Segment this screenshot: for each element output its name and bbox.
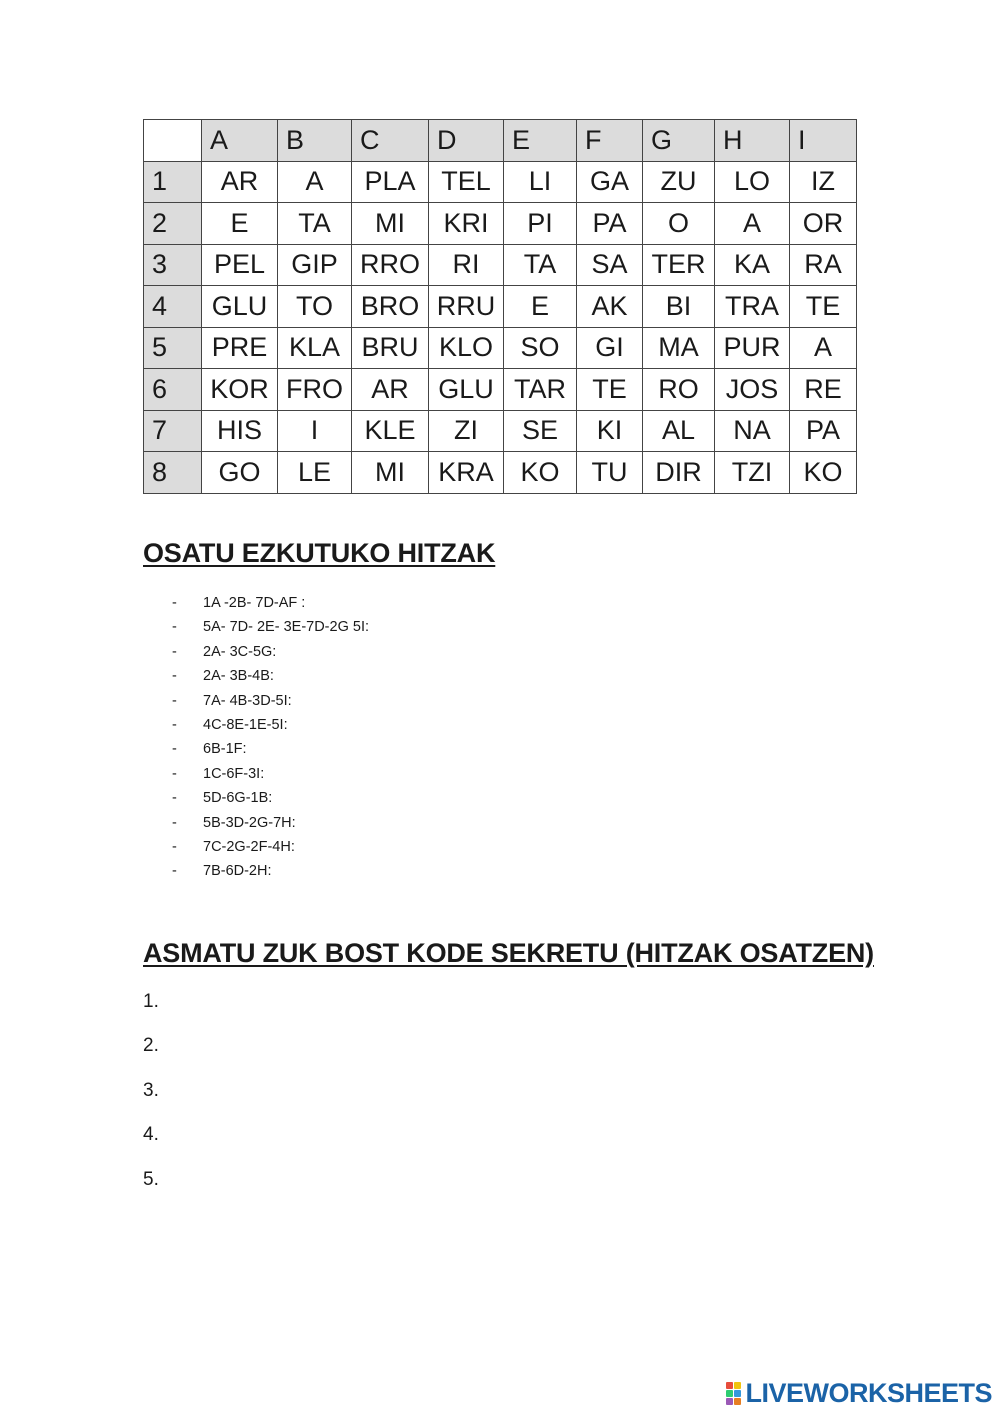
clue-item — [172, 666, 369, 690]
clue-code: 5D-6G-1B: — [203, 790, 273, 807]
syllable-cell: MA — [643, 327, 715, 369]
grid-header — [144, 120, 857, 162]
liveworksheets-logo-icon — [726, 1382, 741, 1405]
clue-item — [172, 642, 369, 666]
syllable-cell: RO — [643, 369, 715, 411]
syllable-cell: KA — [715, 244, 790, 286]
bullet-dash: - — [172, 814, 177, 831]
bullet-dash: - — [172, 741, 177, 758]
row-header: 5 — [144, 327, 202, 369]
syllable-cell: LE — [278, 452, 352, 494]
syllable-cell: A — [278, 161, 352, 203]
grid-corner-cell — [144, 120, 202, 162]
clue-item — [172, 861, 369, 885]
syllable-cell: DIR — [643, 452, 715, 494]
row-header: 8 — [144, 452, 202, 494]
syllable-cell: TZI — [715, 452, 790, 494]
grid-body — [144, 161, 857, 493]
syllable-cell: TE — [790, 286, 857, 328]
clue-code: 7B-6D-2H: — [203, 863, 272, 880]
syllable-cell: PLA — [352, 161, 429, 203]
grid-row — [144, 286, 857, 328]
secret-code-item: 5. — [143, 1168, 159, 1190]
syllable-cell: GO — [202, 452, 278, 494]
clue-code: 5A- 7D- 2E- 3E-7D-2G 5I: — [203, 619, 369, 636]
clue-item — [172, 788, 369, 812]
syllable-cell: I — [278, 410, 352, 452]
syllable-cell: KRI — [429, 203, 504, 245]
syllable-cell: LI — [504, 161, 577, 203]
bullet-dash: - — [172, 838, 177, 855]
syllable-cell: LO — [715, 161, 790, 203]
bullet-dash: - — [172, 595, 177, 611]
bullet-dash: - — [172, 863, 177, 880]
syllable-cell: GA — [577, 161, 643, 203]
clue-item — [172, 593, 369, 617]
syllable-cell: PA — [790, 410, 857, 452]
syllable-cell: AR — [352, 369, 429, 411]
column-header: G — [643, 120, 715, 162]
syllable-cell: TAR — [504, 369, 577, 411]
syllable-cell: BI — [643, 286, 715, 328]
clue-code: 2A- 3C-5G: — [203, 643, 277, 660]
bullet-dash: - — [172, 692, 177, 709]
bullet-dash: - — [172, 668, 177, 685]
clue-code: 5B-3D-2G-7H: — [203, 814, 296, 831]
secret-code-item: 2. — [143, 1035, 159, 1057]
row-header: 3 — [144, 244, 202, 286]
grid-row — [144, 369, 857, 411]
column-header: E — [504, 120, 577, 162]
grid-row — [144, 410, 857, 452]
grid-row — [144, 244, 857, 286]
clue-code: 6B-1F: — [203, 741, 247, 758]
syllable-cell: PA — [577, 203, 643, 245]
row-header: 6 — [144, 369, 202, 411]
row-header: 2 — [144, 203, 202, 245]
syllable-cell: TA — [278, 203, 352, 245]
syllable-cell: GI — [577, 327, 643, 369]
syllable-cell: RRO — [352, 244, 429, 286]
syllable-cell: RRU — [429, 286, 504, 328]
clue-code: 7A- 4B-3D-5I: — [203, 692, 292, 709]
syllable-cell: KRA — [429, 452, 504, 494]
syllable-cell: HIS — [202, 410, 278, 452]
secret-code-list — [143, 990, 159, 1212]
clue-item — [172, 739, 369, 763]
syllable-cell: JOS — [715, 369, 790, 411]
syllable-cell: TE — [577, 369, 643, 411]
syllable-cell: TA — [504, 244, 577, 286]
syllable-cell: KOR — [202, 369, 278, 411]
syllable-cell: TER — [643, 244, 715, 286]
syllable-cell: A — [715, 203, 790, 245]
syllable-cell: TEL — [429, 161, 504, 203]
clue-code: 4C-8E-1E-5I: — [203, 716, 288, 733]
clue-item — [172, 691, 369, 715]
secret-code-item: 1. — [143, 991, 159, 1012]
row-header: 4 — [144, 286, 202, 328]
bullet-dash: - — [172, 619, 177, 636]
syllable-cell: KLA — [278, 327, 352, 369]
clue-item — [172, 617, 369, 641]
grid-row — [144, 161, 857, 203]
syllable-cell: PEL — [202, 244, 278, 286]
syllable-cell: PI — [504, 203, 577, 245]
syllable-cell: GLU — [202, 286, 278, 328]
syllable-cell: O — [643, 203, 715, 245]
bullet-dash: - — [172, 643, 177, 660]
grid-row — [144, 203, 857, 245]
clue-code: 2A- 3B-4B: — [203, 668, 274, 685]
clue-list — [172, 593, 369, 886]
clue-item — [172, 813, 369, 837]
bullet-dash: - — [172, 716, 177, 733]
syllable-grid — [143, 119, 857, 494]
row-header: 1 — [144, 161, 202, 203]
bullet-dash: - — [172, 790, 177, 807]
grid-row — [144, 452, 857, 494]
syllable-cell: NA — [715, 410, 790, 452]
syllable-cell: SO — [504, 327, 577, 369]
clue-item — [172, 837, 369, 861]
syllable-cell: KO — [790, 452, 857, 494]
syllable-cell: GIP — [278, 244, 352, 286]
syllable-cell: KLO — [429, 327, 504, 369]
syllable-cell: ZU — [643, 161, 715, 203]
syllable-cell: ZI — [429, 410, 504, 452]
column-header: A — [202, 120, 278, 162]
syllable-cell: TO — [278, 286, 352, 328]
syllable-cell: AL — [643, 410, 715, 452]
syllable-cell: MI — [352, 452, 429, 494]
syllable-cell: MI — [352, 203, 429, 245]
column-header: F — [577, 120, 643, 162]
syllable-cell: TU — [577, 452, 643, 494]
syllable-cell: IZ — [790, 161, 857, 203]
syllable-cell: OR — [790, 203, 857, 245]
secret-code-item: 4. — [143, 1124, 159, 1146]
column-header: C — [352, 120, 429, 162]
syllable-cell: SA — [577, 244, 643, 286]
syllable-cell: A — [790, 327, 857, 369]
grid-row — [144, 327, 857, 369]
syllable-cell: RA — [790, 244, 857, 286]
syllable-cell: KO — [504, 452, 577, 494]
column-header: B — [278, 120, 352, 162]
syllable-cell: BRO — [352, 286, 429, 328]
column-header: I — [790, 120, 857, 162]
syllable-cell: PUR — [715, 327, 790, 369]
section-title-secret-codes: ASMATU ZUK BOST KODE SEKRETU (HITZAK OSATZEN) — [143, 938, 874, 968]
syllable-cell: KI — [577, 410, 643, 452]
syllable-cell: GLU — [429, 369, 504, 411]
syllable-cell: RE — [790, 369, 857, 411]
syllable-cell: SE — [504, 410, 577, 452]
syllable-cell: BRU — [352, 327, 429, 369]
syllable-cell: RI — [429, 244, 504, 286]
clue-code: 7C-2G-2F-4H: — [203, 838, 295, 855]
column-header: D — [429, 120, 504, 162]
syllable-cell: TRA — [715, 286, 790, 328]
clue-item — [172, 715, 369, 739]
bullet-dash: - — [172, 765, 177, 782]
secret-code-item: 3. — [143, 1079, 159, 1101]
clue-code: 1A -2B- 7D-AF : — [203, 595, 306, 611]
syllable-cell: AK — [577, 286, 643, 328]
syllable-cell: E — [202, 203, 278, 245]
row-header: 7 — [144, 410, 202, 452]
syllable-cell: FRO — [278, 369, 352, 411]
syllable-cell: KLE — [352, 410, 429, 452]
syllable-cell: PRE — [202, 327, 278, 369]
liveworksheets-brand — [726, 1378, 992, 1408]
brand-name: LIVEWORKSHEETS — [745, 1377, 992, 1408]
section-title-hidden-words: OSATU EZKUTUKO HITZAK — [143, 538, 496, 568]
syllable-cell: E — [504, 286, 577, 328]
column-header: H — [715, 120, 790, 162]
syllable-cell: AR — [202, 161, 278, 203]
clue-code: 1C-6F-3I: — [203, 765, 265, 782]
clue-item — [172, 764, 369, 788]
